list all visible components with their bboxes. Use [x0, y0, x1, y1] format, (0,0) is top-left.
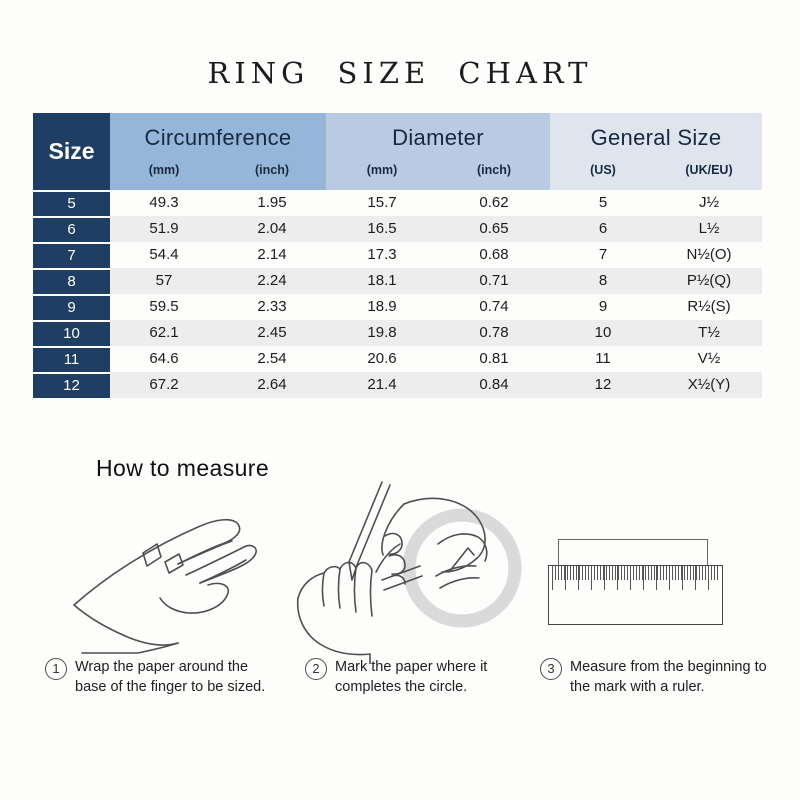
diameter-subheaders: [326, 163, 550, 190]
value-cell: R½(S): [687, 298, 731, 315]
hands-marking-paper-with-pen-icon: [286, 476, 526, 664]
value-cell: 0.74: [479, 298, 509, 315]
value-cell: 57: [155, 272, 173, 289]
value-cell: 2.54: [257, 350, 287, 367]
value-cell: 16.5: [367, 220, 397, 237]
table-body: [33, 190, 762, 398]
measure-step-2: [305, 657, 525, 697]
value-cell: 8: [598, 272, 608, 289]
measure-step-1: [45, 657, 295, 697]
size-cell: 9: [33, 294, 110, 320]
value-cell: 2.04: [257, 220, 287, 237]
table-row: [33, 242, 762, 268]
hand-with-paper-strip-icon: [60, 487, 295, 662]
ruler-body: [548, 565, 723, 625]
general-size-subheaders: [550, 163, 762, 190]
value-cell: 0.84: [479, 376, 509, 393]
ruler-fine-ticks: [552, 566, 719, 580]
value-cell: 0.71: [479, 272, 509, 289]
page-title: RING SIZE CHART: [207, 56, 593, 90]
value-cell: 2.14: [257, 246, 287, 263]
value-cell: 0.62: [479, 194, 509, 211]
step-1-line-1: Wrap the paper around the: [75, 659, 249, 675]
value-cell: L½: [698, 220, 720, 237]
size-cell: 11: [33, 346, 110, 372]
value-cell: J½: [698, 194, 719, 211]
value-cell: 2.64: [257, 376, 287, 393]
value-cell: 54.4: [149, 246, 179, 263]
circumference-mm-subheader: (mm): [148, 163, 180, 177]
value-cell: 15.7: [367, 194, 397, 211]
table-row: [33, 346, 762, 372]
uk-eu-subheader: (UK/EU): [685, 163, 733, 177]
size-cell: 12: [33, 372, 110, 398]
value-cell: 0.81: [479, 350, 509, 367]
general-size-header-label: General Size: [590, 125, 722, 150]
ruler-with-paper-strip-icon: [548, 539, 728, 634]
diameter-inch-subheader: (inch): [476, 163, 512, 177]
size-cell: 10: [33, 320, 110, 346]
value-cell: 2.33: [257, 298, 287, 315]
circumference-inch-subheader: (inch): [254, 163, 290, 177]
value-cell: 17.3: [367, 246, 397, 263]
us-subheader: (US): [590, 163, 616, 177]
value-cell: 1.95: [257, 194, 287, 211]
circumference-header-group: [110, 113, 326, 190]
table-row: [33, 320, 762, 346]
table-row: [33, 294, 762, 320]
circumference-header-label: Circumference: [144, 125, 292, 150]
value-cell: 2.24: [257, 272, 287, 289]
paper-strip: [558, 539, 708, 567]
value-cell: 10: [594, 324, 612, 341]
ring-size-table: [33, 113, 762, 398]
step-2-text: [335, 657, 487, 697]
value-cell: T½: [698, 324, 720, 341]
step-3-line-1: Measure from the beginning to: [570, 659, 767, 675]
value-cell: V½: [697, 350, 721, 367]
size-column-header: Size: [33, 113, 110, 190]
value-cell: 6: [598, 220, 608, 237]
step-2-line-2: completes the circle.: [335, 679, 468, 695]
size-cell: 5: [33, 190, 110, 216]
value-cell: 67.2: [149, 376, 179, 393]
value-cell: X½(Y): [687, 376, 731, 393]
value-cell: 11: [595, 350, 611, 367]
value-cell: 59.5: [149, 298, 179, 315]
table-row: [33, 268, 762, 294]
step-3-line-2: the mark with a ruler.: [570, 679, 705, 695]
measure-step-3: [540, 657, 785, 697]
diameter-header-label: Diameter: [392, 125, 484, 150]
value-cell: N½(O): [686, 246, 732, 263]
value-cell: 5: [598, 194, 608, 211]
value-cell: 12: [594, 376, 612, 393]
circumference-subheaders: [110, 163, 326, 190]
how-to-measure-heading: How to measure: [96, 455, 270, 481]
value-cell: 0.65: [479, 220, 509, 237]
step-1-line-2: base of the finger to be sized.: [75, 679, 266, 695]
value-cell: 19.8: [367, 324, 397, 341]
value-cell: 9: [598, 298, 608, 315]
general-size-header-group: [550, 113, 762, 190]
table-row: [33, 372, 762, 398]
value-cell: P½(Q): [686, 272, 732, 289]
value-cell: 18.1: [367, 272, 397, 289]
table-row: [33, 216, 762, 242]
value-cell: 49.3: [149, 194, 179, 211]
value-cell: 21.4: [367, 376, 397, 393]
step-3-number-badge: 3: [540, 658, 562, 680]
value-cell: 20.6: [367, 350, 397, 367]
size-cell: 8: [33, 268, 110, 294]
step-3-text: [570, 657, 767, 697]
value-cell: 2.45: [257, 324, 287, 341]
table-row: [33, 190, 762, 216]
step-1-text: [75, 657, 265, 697]
step-1-number-badge: 1: [45, 658, 67, 680]
step-2-line-1: Mark the paper where it: [335, 659, 488, 675]
value-cell: 51.9: [149, 220, 179, 237]
value-cell: 7: [598, 246, 608, 263]
diameter-header-group: [326, 113, 550, 190]
value-cell: 0.78: [479, 324, 509, 341]
size-cell: 7: [33, 242, 110, 268]
value-cell: 64.6: [149, 350, 179, 367]
size-cell: 6: [33, 216, 110, 242]
value-cell: 0.68: [479, 246, 509, 263]
step-2-number-badge: 2: [305, 658, 327, 680]
value-cell: 62.1: [149, 324, 179, 341]
diameter-mm-subheader: (mm): [366, 163, 398, 177]
value-cell: 18.9: [367, 298, 397, 315]
table-header: [33, 113, 762, 190]
